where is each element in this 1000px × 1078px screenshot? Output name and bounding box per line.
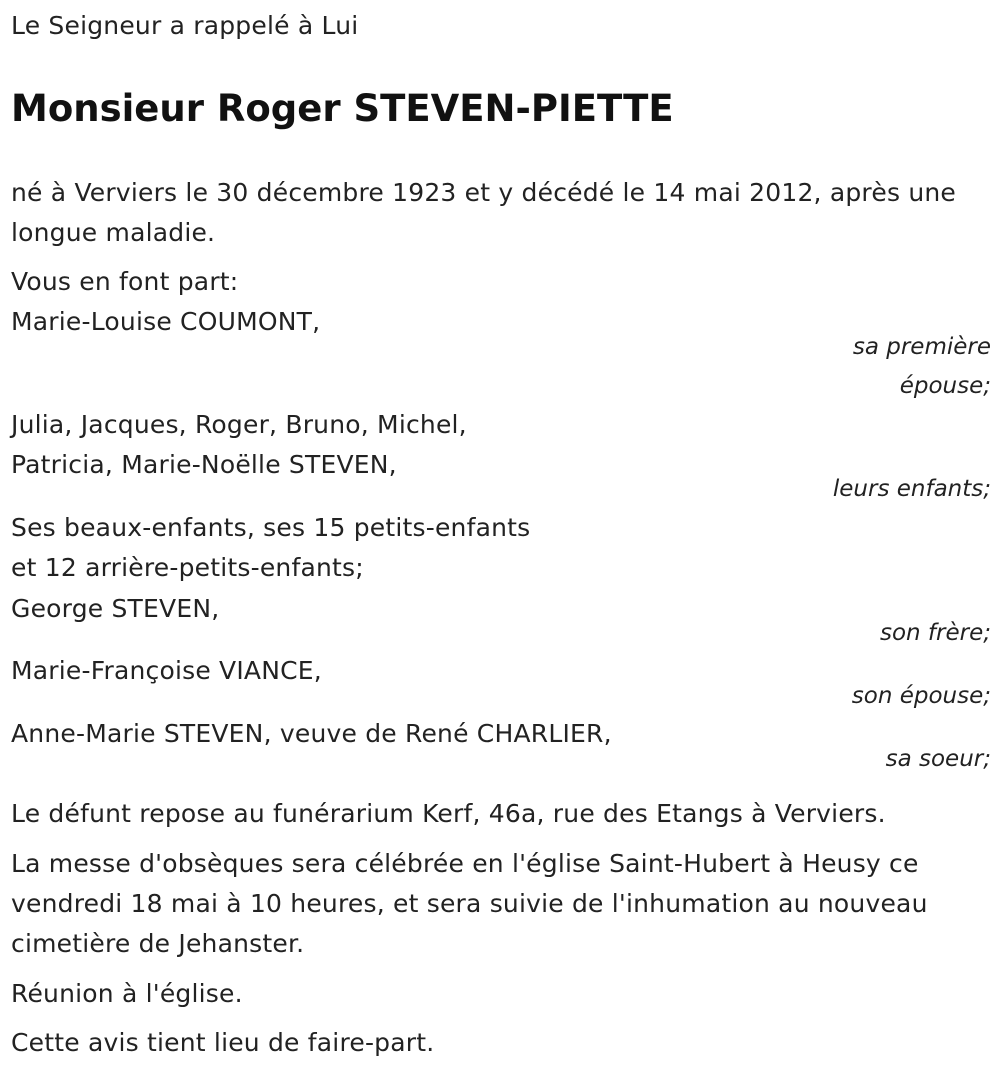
deceased-name: Monsieur Roger STEVEN-PIETTE (11, 87, 674, 130)
family-relation: leurs enfants; (832, 476, 991, 502)
obituary-notice (11, 0, 991, 1078)
family-relation: sa première (852, 334, 991, 360)
birth-death-line-1: né à Verviers le 30 décembre 1923 et y décédé le 14 mai 2012, après une (11, 178, 956, 207)
birth-death-line-2: longue maladie. (11, 218, 216, 247)
family-member-name: Marie-Françoise VIANCE, (11, 656, 322, 685)
family-relation: son frère; (879, 620, 991, 646)
family-member-name: George STEVEN, (11, 594, 220, 623)
family-member-name: Marie-Louise COUMONT, (11, 307, 321, 336)
family-relation: épouse; (899, 373, 991, 399)
family-member-name: et 12 arrière-petits-enfants; (11, 553, 364, 582)
announcement-text: Vous en font part: (11, 267, 239, 296)
meeting-text: Réunion à l'église. (11, 979, 243, 1008)
family-member-name: Julia, Jacques, Roger, Bruno, Michel, (11, 410, 467, 439)
mass-details-line-1: La messe d'obsèques sera célébrée en l'église Saint-Hubert à Heusy ce (11, 849, 919, 878)
family-member-name: Anne-Marie STEVEN, veuve de René CHARLIER, (11, 719, 612, 748)
mass-details-line-3: cimetière de Jehanster. (11, 929, 305, 958)
funeral-home-text: Le défunt repose au funérarium Kerf, 46a, rue des Etangs à Verviers. (11, 799, 886, 828)
intro-text: Le Seigneur a rappelé à Lui (11, 11, 359, 40)
closing-text: Cette avis tient lieu de faire-part. (11, 1028, 435, 1057)
family-relation: sa soeur; (885, 746, 991, 772)
mass-details-line-2: vendredi 18 mai à 10 heures, et sera suivie de l'inhumation au nouveau (11, 889, 928, 918)
family-member-name: Ses beaux-enfants, ses 15 petits-enfants (11, 513, 531, 542)
family-relation: son épouse; (851, 683, 991, 709)
family-member-name: Patricia, Marie-Noëlle STEVEN, (11, 450, 397, 479)
